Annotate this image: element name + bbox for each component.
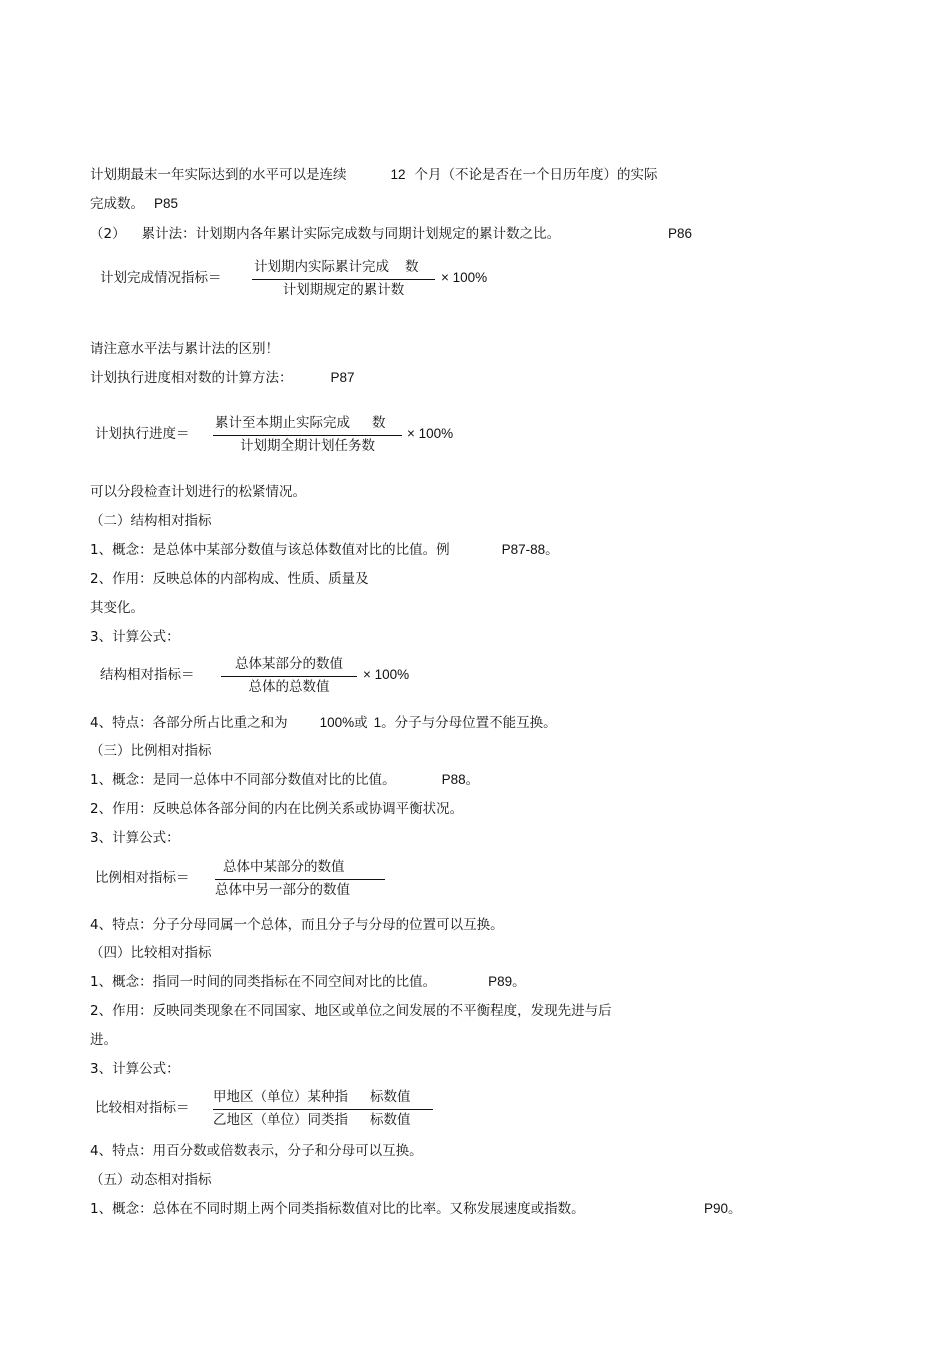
page-reference: P85 xyxy=(154,196,179,211)
text-segment: 。分子与分母位置不能互换。 xyxy=(381,715,557,731)
formula-comparison-relative xyxy=(95,1088,455,1134)
comparison-function: 2、作用：反映同类现象在不同国家、地区或单位之间发展的不平衡程度，发现先进与后 xyxy=(90,1003,612,1019)
denominator-text: 标数值 xyxy=(370,1112,411,1128)
denominator: 计划期规定的累计数 xyxy=(282,282,405,298)
fraction xyxy=(215,858,385,904)
structure-characteristic xyxy=(90,714,557,732)
structure-function: 2、作用：反映总体的内部构成、性质、质量及 xyxy=(90,571,369,587)
numerator-text: 数 xyxy=(405,259,419,275)
comparison-concept xyxy=(90,973,526,991)
formula-proportion-relative xyxy=(95,858,415,904)
paragraph-progress-method xyxy=(90,369,355,387)
dynamic-page-reference xyxy=(704,1200,742,1218)
page-reference: P88 xyxy=(441,772,466,787)
page-reference: P87-88 xyxy=(501,542,546,557)
numerator-text: 标数值 xyxy=(370,1089,411,1105)
formula-label: 结构相对指标＝ xyxy=(100,667,195,683)
proportion-concept xyxy=(90,771,479,789)
percent-value: 100% xyxy=(319,715,355,730)
item-number: （2） xyxy=(90,226,126,242)
fraction-bar xyxy=(221,676,357,677)
numerator xyxy=(252,258,437,276)
formula-label: 计划执行进度＝ xyxy=(95,426,190,442)
text-segment: 4、特点：各部分所占比重之和为 xyxy=(90,715,288,731)
number-value: 1 xyxy=(373,715,382,730)
fraction-bar xyxy=(213,435,402,436)
numerator: 总体中某部分的数值 xyxy=(223,859,345,875)
paragraph-cumulative-method xyxy=(90,225,560,243)
fraction xyxy=(213,1088,433,1134)
fraction-bar xyxy=(213,1109,433,1110)
page-reference: P90 xyxy=(704,1201,729,1216)
text-segment: 完成数。 xyxy=(90,196,144,212)
proportion-formula-heading: 3、计算公式： xyxy=(90,830,180,846)
proportion-characteristic: 4、特点：分子分母同属一个总体，而且分子与分母的位置可以互换。 xyxy=(90,917,504,933)
numerator-text: 累计至本期止实际完成 xyxy=(215,415,350,431)
fraction-bar xyxy=(252,279,435,280)
text-segment: 计划期最末一年实际达到的水平可以是连续 xyxy=(90,167,347,183)
number-twelve: 12 xyxy=(390,167,406,182)
section-heading-dynamic: （五）动态相对指标 xyxy=(90,1172,212,1188)
structure-concept xyxy=(90,541,559,559)
numerator-text: 计划期内实际累计完成 xyxy=(254,259,389,275)
page-reference: P86 xyxy=(668,226,693,241)
comparison-formula-heading: 3、计算公式： xyxy=(90,1061,180,1077)
denominator: 总体中另一部分的数值 xyxy=(215,882,350,898)
proportion-function: 2、作用：反映总体各部分间的内在比例关系或协调平衡状况。 xyxy=(90,801,464,817)
multiply-sign: × 100% xyxy=(407,426,454,441)
denominator-text: 乙地区（单位）同类指 xyxy=(213,1112,348,1128)
comparison-characteristic: 4、特点：用百分数或倍数表示，分子和分母可以互换。 xyxy=(90,1143,423,1159)
fraction xyxy=(221,655,357,701)
formula-structure-relative xyxy=(100,655,440,701)
section-heading-structure: （二）结构相对指标 xyxy=(90,513,212,529)
page-reference: P89 xyxy=(488,974,513,989)
numerator-text: 数 xyxy=(372,415,386,431)
paragraph-level-method-continued xyxy=(90,166,658,184)
paragraph-segment-check: 可以分段检查计划进行的松紧情况。 xyxy=(90,484,306,500)
text-segment: 。 xyxy=(728,1201,742,1217)
text-segment: 1、概念：是总体中某部分数值与该总体数值对比的比值。例 xyxy=(90,542,450,558)
numerator-text: 甲地区（单位）某种指 xyxy=(213,1089,348,1105)
denominator xyxy=(213,1111,433,1129)
denominator: 计划期全期计划任务数 xyxy=(240,438,375,454)
fraction xyxy=(213,414,402,460)
paragraph-note: 请注意水平法与累计法的区别！ xyxy=(90,341,279,357)
text-segment: 1、概念：指同一时间的同类指标在不同空间对比的比值。 xyxy=(90,974,437,990)
numerator xyxy=(213,1088,433,1106)
structure-formula-heading: 3、计算公式： xyxy=(90,629,180,645)
text-segment: 1、概念：是同一总体中不同部分数值对比的比值。 xyxy=(90,772,396,788)
multiply-sign: × 100% xyxy=(441,270,488,285)
text-segment: 累计法：计划期内各年累计实际完成数与同期计划规定的累计数之比。 xyxy=(141,226,561,242)
section-heading-proportion: （三）比例相对指标 xyxy=(90,743,212,759)
comparison-function-continued: 进。 xyxy=(90,1032,117,1048)
formula-plan-progress xyxy=(95,414,515,460)
fraction-bar xyxy=(215,879,385,880)
formula-plan-completion xyxy=(100,258,520,304)
text-segment: 。 xyxy=(545,542,559,558)
multiply-sign: × 100% xyxy=(363,667,410,682)
formula-label: 计划完成情况指标＝ xyxy=(100,270,222,286)
text-segment: 。 xyxy=(465,772,480,788)
paragraph-completion-number xyxy=(90,195,178,213)
formula-label: 比例相对指标＝ xyxy=(95,870,190,886)
denominator: 总体的总数值 xyxy=(248,679,330,695)
structure-function-continued: 其变化。 xyxy=(90,600,144,616)
numerator: 总体某部分的数值 xyxy=(235,656,343,672)
text-segment: 。 xyxy=(512,974,526,990)
formula-label: 比较相对指标＝ xyxy=(95,1100,190,1116)
dynamic-concept: 1、概念：总体在不同时期上两个同类指标数值对比的比率。又称发展速度或指数。 xyxy=(90,1201,585,1217)
text-segment: 或 xyxy=(354,715,368,731)
text-segment: 计划执行进度相对数的计算方法： xyxy=(90,370,293,386)
numerator xyxy=(213,414,404,432)
section-heading-comparison: （四）比较相对指标 xyxy=(90,945,212,961)
page-reference: P87 xyxy=(330,370,355,385)
fraction xyxy=(252,258,435,304)
text-segment: 个月（不论是否在一个日历年度）的实际 xyxy=(414,167,658,183)
